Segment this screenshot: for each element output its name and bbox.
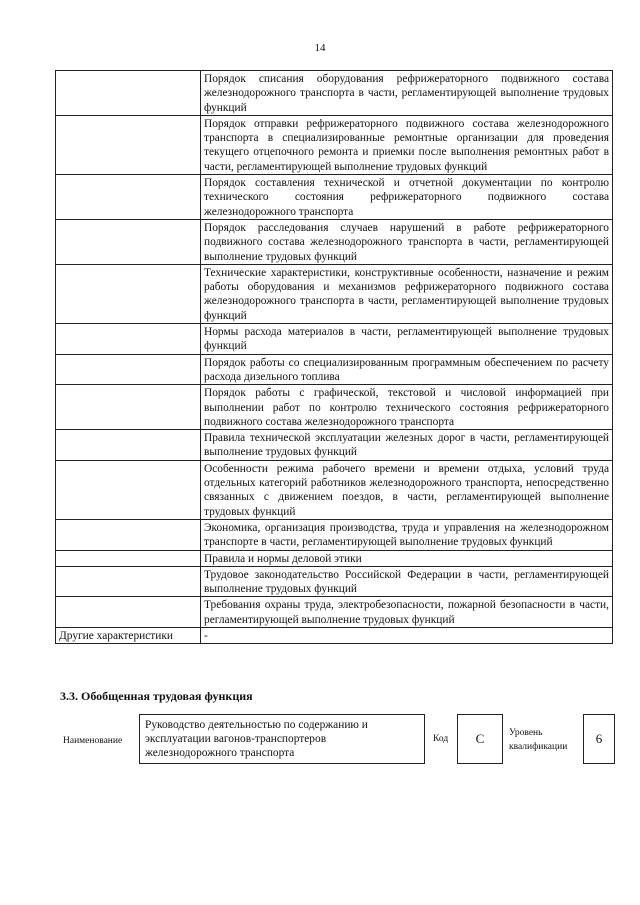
row-category-cell [56, 115, 201, 174]
row-category-cell [56, 324, 201, 355]
row-requirement-cell: Порядок составления технической и отчетной документации по контролю технического состояния рефрижераторного подвижного состава железнодорожного транспорта [201, 175, 613, 220]
row-category-cell [56, 566, 201, 597]
table-row [56, 566, 613, 597]
row-category-cell [56, 264, 201, 323]
table-row [56, 219, 613, 264]
requirements-table [55, 70, 613, 644]
row-category-cell [56, 430, 201, 461]
row-category-cell [56, 71, 201, 116]
qualification-level-label [509, 726, 567, 754]
row-category-cell [56, 597, 201, 628]
code-field: C [457, 714, 503, 764]
row-requirement-cell: Порядок расследования случаев нарушений в работе рефрижераторного подвижного состава железнодорожного транспорта в части, регламентирующей выполнение трудовых функций [201, 219, 613, 264]
qualification-level-label-line2: квалификации [509, 742, 568, 752]
table-row [56, 519, 613, 550]
row-requirement-cell: Трудовое законодательство Российской Федерации в части, регламентирующей выполнение трудовых функций [201, 566, 613, 597]
row-category-cell [56, 354, 201, 385]
row-requirement-cell: Порядок отправки рефрижераторного подвижного состава железнодорожного транспорта в специализированные ремонтные организации для проведения текущего отцепочного ремонта и приемки после выполнения ремонтных работ в части, регламентирующей выполнение трудовых функций [201, 115, 613, 174]
table-row [56, 324, 613, 355]
table-row [56, 430, 613, 461]
table-row [56, 71, 613, 116]
row-category-cell [56, 219, 201, 264]
qualification-level-field: 6 [583, 714, 615, 764]
row-requirement-cell: Особенности режима рабочего времени и времени отдыха, условий труда отдельных категорий работников железнодорожного транспорта, непосредственно связанных с движением поездов, в части, регламентирующей выполнение трудовых функций [201, 460, 613, 519]
row-requirement-cell: Технические характеристики, конструктивные особенности, назначение и режим работы оборудования и механизмов рефрижераторного подвижного состава железнодорожного транспорта в части, регламентирующей выполнение трудовых функций [201, 264, 613, 323]
table-row [56, 550, 613, 566]
name-label: Наименование [63, 736, 123, 746]
row-requirement-cell: Экономика, организация производства, труда и управления на железнодорожном транспорте в части, регламентирующей выполнение трудовых функций [201, 519, 613, 550]
table-row [56, 175, 613, 220]
code-label: Код [433, 734, 449, 744]
row-requirement-cell: Правила технической эксплуатации железных дорог в части, регламентирующей выполнение трудовых функций [201, 430, 613, 461]
qualification-level-label-line1: Уровень [509, 728, 543, 738]
row-requirement-cell: Нормы расхода материалов в части, регламентирующей выполнение трудовых функций [201, 324, 613, 355]
table-row [56, 597, 613, 628]
page-number: 14 [314, 42, 326, 54]
row-requirement-cell: Правила и нормы деловой этики [201, 550, 613, 566]
section-title: 3.3. Обобщенная трудовая функция [60, 689, 253, 703]
row-category-cell [56, 460, 201, 519]
table-row [56, 115, 613, 174]
row-category-cell [56, 550, 201, 566]
table-row [56, 627, 613, 643]
row-requirement-cell: Порядок списания оборудования рефрижераторного подвижного состава железнодорожного транспорта в части, регламентирующей выполнение трудовых функций [201, 71, 613, 116]
row-category-cell [56, 385, 201, 430]
table-row [56, 354, 613, 385]
row-category-cell [56, 175, 201, 220]
row-requirement-cell: Порядок работы с графической, текстовой и числовой информацией при выполнении работ по контролю технического состояния рефрижераторного подвижного состава железнодорожного транспорта [201, 385, 613, 430]
name-field: Руководство деятельностью по содержанию и эксплуатации вагонов-транспортеров железнодорожного транспорта [139, 714, 425, 764]
row-category-cell: Другие характеристики [56, 627, 201, 643]
table-row [56, 460, 613, 519]
table-row [56, 264, 613, 323]
row-requirement-cell: Порядок работы со специализированным программным обеспечением по расчету расхода дизельного топлива [201, 354, 613, 385]
row-category-cell [56, 519, 201, 550]
row-requirement-cell: - [201, 627, 613, 643]
row-requirement-cell: Требования охраны труда, электробезопасности, пожарной безопасности в части, регламентирующей выполнение трудовых функций [201, 597, 613, 628]
table-row [56, 385, 613, 430]
